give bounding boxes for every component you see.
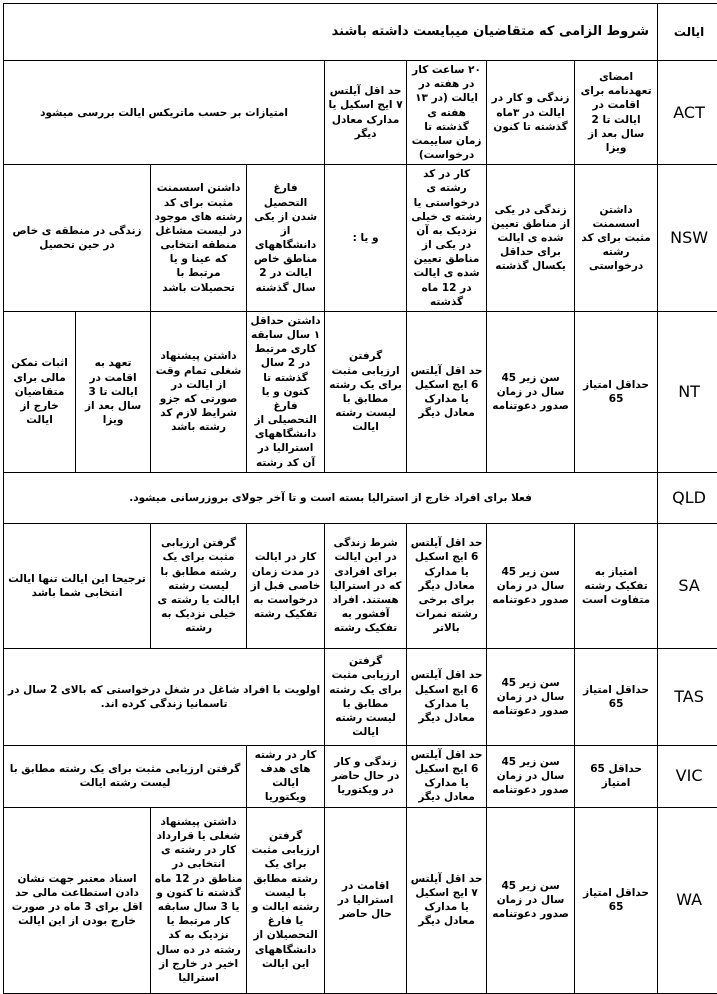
table-cell: گرفتن ارزیابی مثبت برای یک رشته مطابق با لیست رشته ایالت و یا فارغ التحصیلان از دانشگاههای این ایالت: [247, 807, 325, 993]
table-cell: اقامت در استرالیا در حال حاضر: [325, 807, 407, 993]
state-act: ACT: [658, 61, 717, 165]
table-cell: زندگی در منطقه ی خاص در حین تحصیل: [4, 165, 151, 312]
table-cell: حداقل امتیاز 65: [575, 648, 658, 745]
state-nsw: NSW: [658, 165, 717, 312]
table-cell: امتیازات بر حسب ماتریکس ایالت بررسی میشود: [4, 61, 325, 165]
table-cell: شرط زندگی در این ایالت برای افرادی که در استرالیا هستند. افراد آفشور به تفکیک رشته: [325, 523, 407, 648]
state-requirements-table: [3, 3, 717, 994]
table-cell: سن زیر 45 سال در زمان صدور دعوتنامه: [487, 311, 575, 472]
table-cell: اسناد معتبر جهت نشان دادن استطاعت مالی حد اقل برای 3 ماه در صورت خارج بودن از این ایالت: [4, 807, 151, 993]
table-cell: داشتن پیشنهاد شغلی یا قرارداد کار در رشته ی انتخابی در مناطق در 12 ماه گذشته تا کنون و یا 3 سال سابقه کار مرتبط یا نزدیک به کد رشته در ده سال اخیر در خارج از استرالیا: [151, 807, 247, 993]
table-cell: ترجیحا این ایالت تنها ایالت انتخابی شما باشد: [4, 523, 151, 648]
table-cell: سن زیر 45 سال در زمان صدور دعوتنامه: [487, 745, 575, 807]
table-cell: سن زیر 45 سال در زمان صدور دعوتنامه: [487, 523, 575, 648]
table-cell: امضای تعهدنامه برای اقامت در ایالت تا 2 سال بعد از ویزا: [575, 61, 658, 165]
table-cell: گرفتن ارزیابی مثبت برای یک رشته مطابق با لیست رشته ایالت: [325, 311, 407, 472]
state-tas: TAS: [658, 648, 717, 745]
table-cell: داشتن اسسمنت مثبت برای کد رشته های موجود در لیست مشاغل منطقه انتخابی که عینا و یا مرتبط با تحصیلات باشد: [151, 165, 247, 312]
table-cell: زندگی در یکی از مناطق تعیین شده ی ایالت برای حداقل یکسال گذشته: [487, 165, 575, 312]
table-cell: ۲۰ ساعت کار در هفته در ایالت (در ۱۳ هفته ی گذشته تا زمان ساییمت درخواست): [407, 61, 487, 165]
table-row: [4, 523, 717, 648]
table-cell: حد اقل آیلتس 6 ایج اسکیل یا مدارک معادل دیگر: [407, 745, 487, 807]
table-cell: گرفتن ارزیابی مثبت برای یک رشته مطابق با لیست رشته ایالت یا رشته ی خیلی نزدیک به رشته: [151, 523, 247, 648]
table-cell: حد اقل آیلتس 6 ایج اسکیل یا مدارک معادل دیگر برای برخی رشته نمرات بالاتر: [407, 523, 487, 648]
table-cell: حد اقل آیلتس 6 ایج اسکیل یا مدارک معادل دیگر: [407, 311, 487, 472]
table-row: [4, 311, 717, 472]
table-cell: سن زیر 45 سال در زمان صدور دعوتنامه: [487, 648, 575, 745]
table-cell: کار در ایالت در مدت زمان خاصی قبل از درخواست به تفکیک رشته: [247, 523, 325, 648]
table-title: شروط الزامی که متقاضیان میبایست داشته باشند: [4, 4, 658, 61]
table-row: [4, 807, 717, 993]
table-cell: حد اقل آیلتس ۷ ایج اسکیل یا مدارک معادل دیگر: [325, 61, 407, 165]
table-cell: حداقل امتیاز 65: [575, 311, 658, 472]
table-cell: کار در کد رشته ی درخواستی یا رشته ی خیلی نزدیک به آن در یکی از مناطق تعیین شده ی ایالت در 12 ماه گذشته: [407, 165, 487, 312]
table-cell: حد اقل آیلتس ۷ ایج اسکیل یا مدارک معادل دیگر: [407, 807, 487, 993]
table-cell: و یا :: [325, 165, 407, 312]
header-row: [4, 4, 717, 61]
table-row: [4, 648, 717, 745]
table-cell: داشتن اسسمنت مثبت برای کد رشته درخواستی: [575, 165, 658, 312]
table-cell: اثبات تمکن مالی برای متقاضیان خارج از ایالت: [4, 311, 76, 472]
state-wa: WA: [658, 807, 717, 993]
state-qld: QLD: [658, 472, 717, 523]
state-nt: NT: [658, 311, 717, 472]
table-cell: حداقل 65 امتیاز: [575, 745, 658, 807]
table-cell: گرفتن ارزیابی مثبت برای یک رشته مطابق با لیست رشته ایالت: [4, 745, 247, 807]
table-cell: زندگی و کار در ایالت در ۳ماه گذشته تا کنون: [487, 61, 575, 165]
table-row: [4, 745, 717, 807]
table-cell: کار در رشته های هدف ایالت ویکتوریا: [247, 745, 325, 807]
table-cell: امتیاز به تفکیک رشته متفاوت است: [575, 523, 658, 648]
state-vic: VIC: [658, 745, 717, 807]
table-cell: فارغ التحصیل شدن از یکی از دانشگاههای مناطق خاص ایالت در 2 سال گذشته: [247, 165, 325, 312]
table-cell: اولویت با افراد شاغل در شغل درخواستی که بالای 2 سال در تاسمانیا زندگی کرده اند.: [4, 648, 325, 745]
table-cell: تعهد به اقامت در ایالت تا 3 سال بعد از ویزا: [76, 311, 151, 472]
table-cell: فعلا برای افراد خارج از استرالیا بسته است و تا آخر جولای بروزرسانی میشود.: [4, 472, 658, 523]
state-column-header: ایالت: [658, 4, 717, 61]
table-row: [4, 472, 717, 523]
table-cell: سن زیر 45 سال در زمان صدور دعوتنامه: [487, 807, 575, 993]
table-row: [4, 61, 717, 165]
table-cell: داشتن حداقل ۱ سال سابقه کاری مرتبط در 2 سال گذشته تا کنون و یا فارغ التحصیلی از دانشگاههای استرالیا در آن کد رشته: [247, 311, 325, 472]
state-sa: SA: [658, 523, 717, 648]
table-cell: داشتن پیشنهاد شغلی تمام وقت از ایالت در صورتی که جزو شرایط لازم کد رشته باشد: [151, 311, 247, 472]
table-row: [4, 165, 717, 312]
table-cell: حداقل امتیاز 65: [575, 807, 658, 993]
table-cell: زندگی و کار در حال حاضر در ویکتوریا: [325, 745, 407, 807]
table-cell: حد اقل آیلتس 6 ایج اسکیل یا مدارک معادل دیگر: [407, 648, 487, 745]
table-cell: گرفتن ارزیابی مثبت برای یک رشته مطابق با لیست رشته ایالت: [325, 648, 407, 745]
